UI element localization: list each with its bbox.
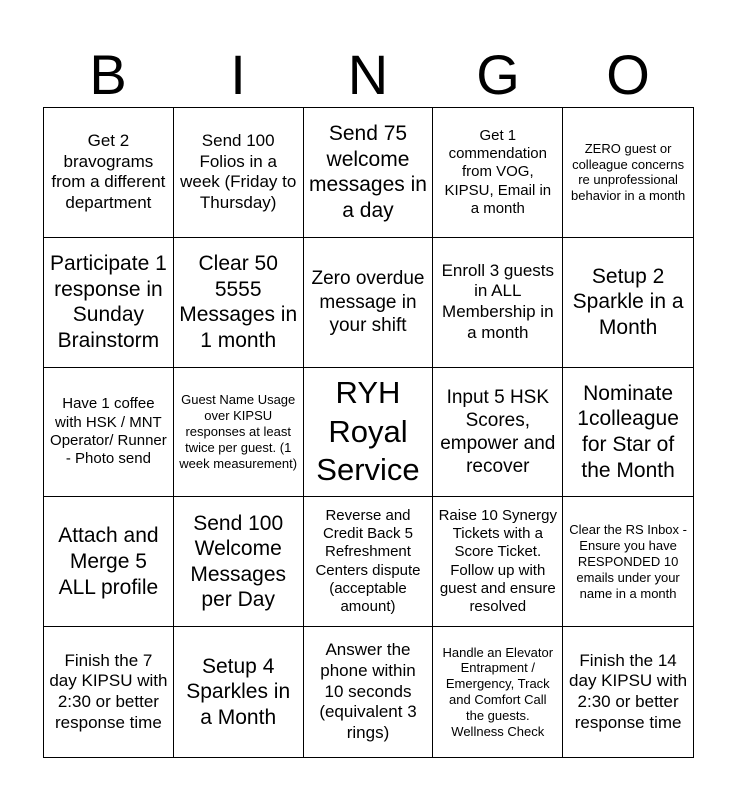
bingo-cell[interactable]: Raise 10 Synergy Tickets with a Score Ticket. Follow up with guest and ensure resolved — [433, 497, 563, 627]
bingo-cell[interactable]: Send 100 Welcome Messages per Day — [174, 497, 304, 627]
header-letter-b: B — [89, 43, 127, 106]
bingo-cell[interactable]: Get 2 bravograms from a different department — [44, 108, 174, 238]
header-letter-i: I — [230, 43, 246, 106]
bingo-cell[interactable]: ZERO guest or colleague concerns re unprofessional behavior in a month — [563, 108, 693, 238]
bingo-cell[interactable]: Enroll 3 guests in ALL Membership in a month — [433, 238, 563, 368]
bingo-cell[interactable]: Input 5 HSK Scores, empower and recover — [433, 368, 563, 498]
bingo-cell[interactable]: Clear the RS Inbox - Ensure you have RESPONDED 10 emails under your name in a month — [563, 497, 693, 627]
bingo-cell[interactable]: Have 1 coffee with HSK / MNT Operator/ Runner - Photo send — [44, 368, 174, 498]
bingo-cell[interactable]: Nominate 1colleague for Star of the Month — [563, 368, 693, 498]
bingo-cell[interactable]: Clear 50 5555 Messages in 1 month — [174, 238, 304, 368]
bingo-cell[interactable]: Send 100 Folios in a week (Friday to Thursday) — [174, 108, 304, 238]
bingo-cell[interactable]: Handle an Elevator Entrapment / Emergency, Track and Comfort Call the guests. Wellness Check — [433, 627, 563, 757]
bingo-cell[interactable]: Setup 2 Sparkle in a Month — [563, 238, 693, 368]
bingo-cell[interactable]: Finish the 14 day KIPSU with 2:30 or better response time — [569, 650, 688, 732]
header-letter-o: O — [606, 43, 650, 106]
bingo-cell[interactable]: Reverse and Credit Back 5 Refreshment Centers dispute (acceptable amount) — [304, 497, 434, 627]
bingo-header — [43, 44, 693, 106]
header-letter-g: G — [476, 43, 520, 106]
bingo-cell[interactable]: Attach and Merge 5 ALL profile — [44, 497, 174, 627]
bingo-cell[interactable]: Setup 4 Sparkles in a Month — [174, 627, 304, 757]
bingo-cell[interactable]: Guest Name Usage over KIPSU responses at least twice per guest. (1 week measurement) — [174, 368, 304, 498]
bingo-cell[interactable]: Finish the 7 day KIPSU with 2:30 or better response time — [44, 627, 174, 757]
header-letter-n: N — [347, 43, 389, 106]
bingo-cell[interactable]: Participate 1 response in Sunday Brainstorm — [44, 238, 174, 368]
free-space-cell[interactable]: RYH Royal Service — [304, 368, 434, 498]
bingo-cell[interactable]: Get 1 commendation from VOG, KIPSU, Email in a month — [433, 108, 563, 238]
bingo-board — [43, 107, 694, 758]
bingo-cell[interactable]: Zero overdue message in your shift — [304, 238, 434, 368]
bingo-cell[interactable]: Answer the phone within 10 seconds (equivalent 3 rings) — [304, 627, 434, 757]
bingo-cell[interactable]: Send 75 welcome messages in a day — [304, 108, 434, 238]
